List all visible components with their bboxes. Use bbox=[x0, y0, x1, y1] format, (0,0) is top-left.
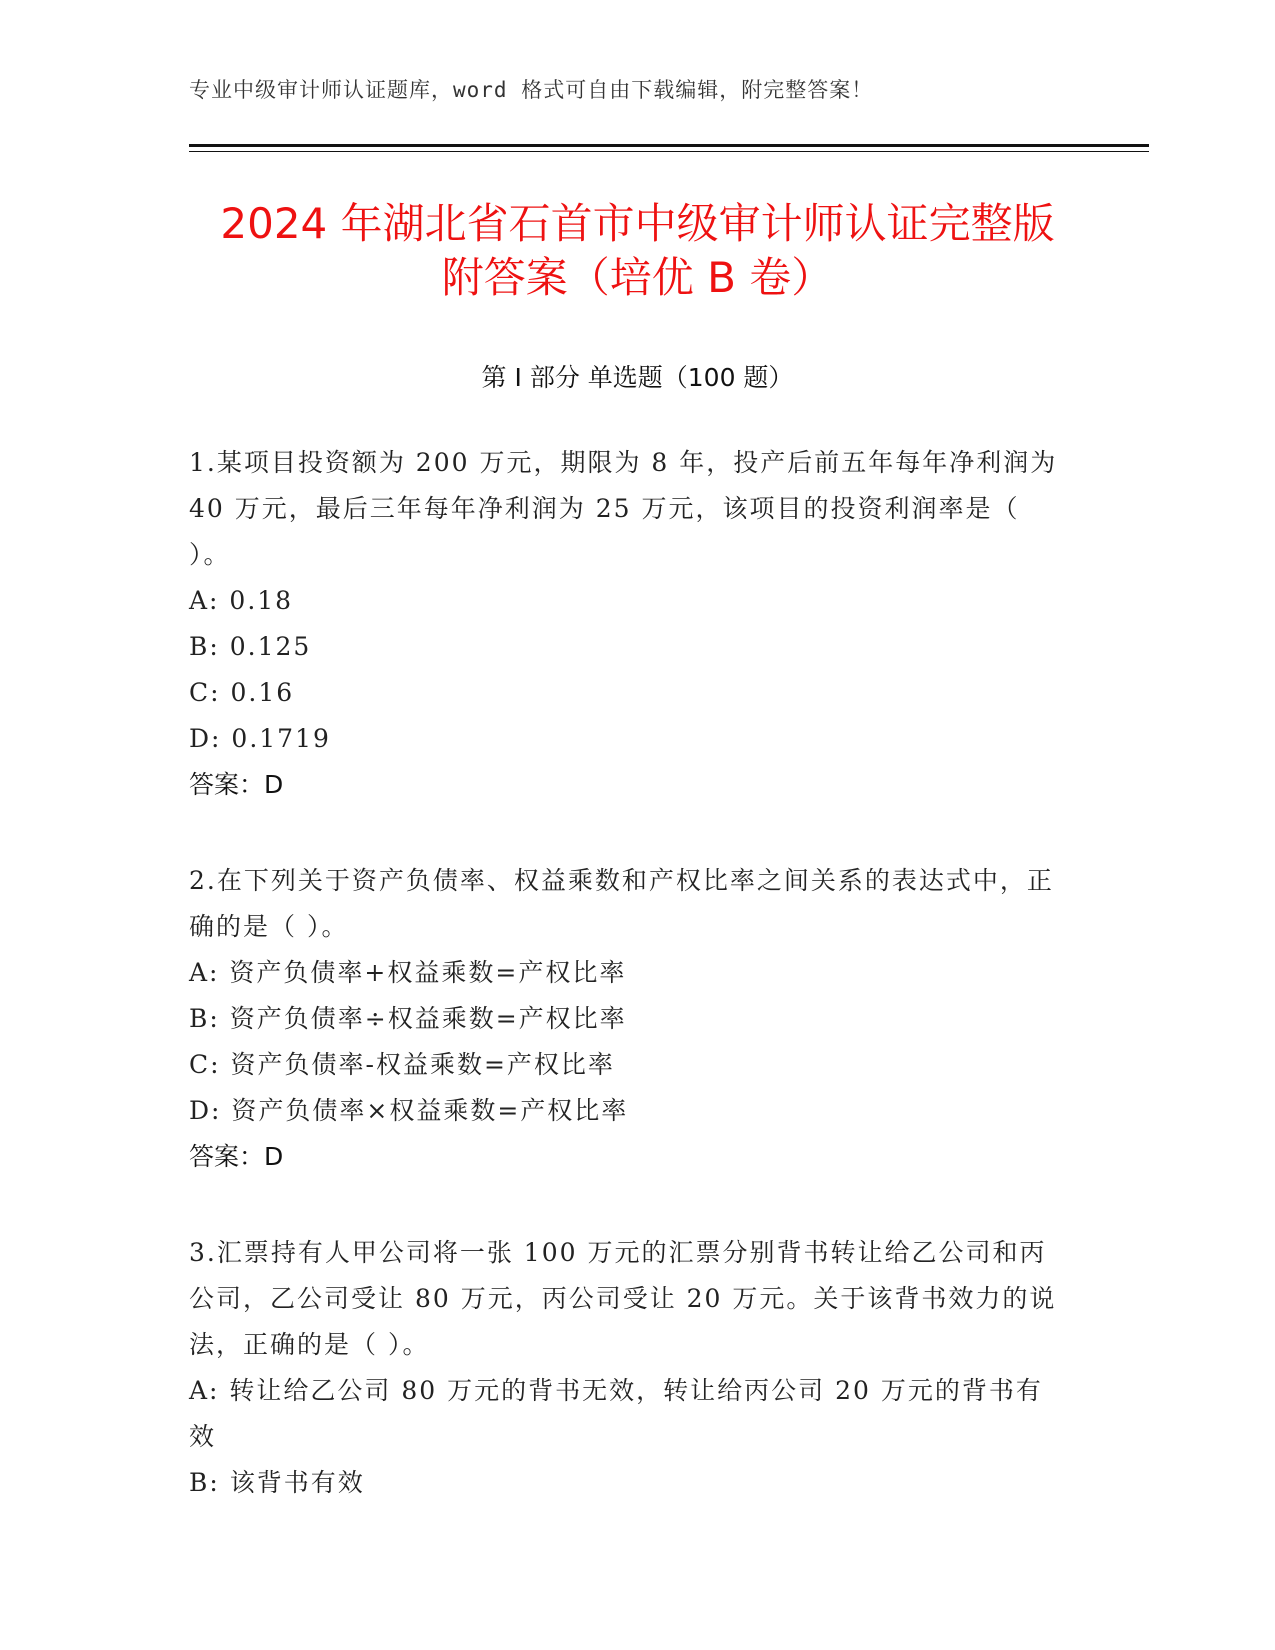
option-b: B: 资产负债率÷权益乘数=产权比率 bbox=[189, 1004, 627, 1033]
document-title bbox=[150, 197, 1125, 305]
header-note: 专业中级审计师认证题库，word 格式可自由下载编辑，附完整答案！ bbox=[189, 78, 874, 102]
question-stem: 1.某项目投资额为 200 万元，期限为 8 年，投产后前五年每年净利润为 40 万元，最后三年每年净利润为 25 万元，该项目的投资利润率是（ ）。 bbox=[189, 448, 1058, 569]
option-a: A: 转让给乙公司 80 万元的背书无效，转让给丙公司 20 万元的背书有效 bbox=[189, 1376, 1043, 1451]
option-c: C: 资产负债率-权益乘数=产权比率 bbox=[189, 1050, 615, 1079]
question-stem: 3.汇票持有人甲公司将一张 100 万元的汇票分别背书转让给乙公司和丙公司，乙公司受让 80 万元，丙公司受让 20 万元。关于该背书效力的说法，正确的是（ ）。 bbox=[189, 1238, 1057, 1359]
title-line-1: 2024 年湖北省石首市中级审计师认证完整版 bbox=[220, 199, 1055, 248]
section-title: 第 I 部分 单选题（100 题） bbox=[481, 363, 794, 392]
answer: 答案：D bbox=[189, 1142, 284, 1171]
question-3 bbox=[189, 1230, 1069, 1506]
option-a: A: 0.18 bbox=[189, 586, 294, 615]
option-c: C: 0.16 bbox=[189, 678, 295, 707]
question-2 bbox=[189, 858, 1069, 1180]
title-line-2: 附答案（培优 B 卷） bbox=[441, 253, 834, 302]
question-1 bbox=[189, 440, 1069, 808]
option-b: B: 该背书有效 bbox=[189, 1468, 365, 1497]
question-stem: 2.在下列关于资产负债率、权益乘数和产权比率之间关系的表达式中，正确的是（ ）。 bbox=[189, 866, 1054, 941]
option-d: D: 0.1719 bbox=[189, 724, 331, 753]
option-a: A: 资产负债率+权益乘数=产权比率 bbox=[189, 958, 627, 987]
option-b: B: 0.125 bbox=[189, 632, 312, 661]
question-list bbox=[189, 440, 1069, 1556]
header-divider-thin bbox=[189, 151, 1149, 152]
option-d: D: 资产负债率×权益乘数=产权比率 bbox=[189, 1096, 629, 1125]
answer: 答案：D bbox=[189, 770, 284, 799]
header-divider-thick bbox=[189, 144, 1149, 147]
